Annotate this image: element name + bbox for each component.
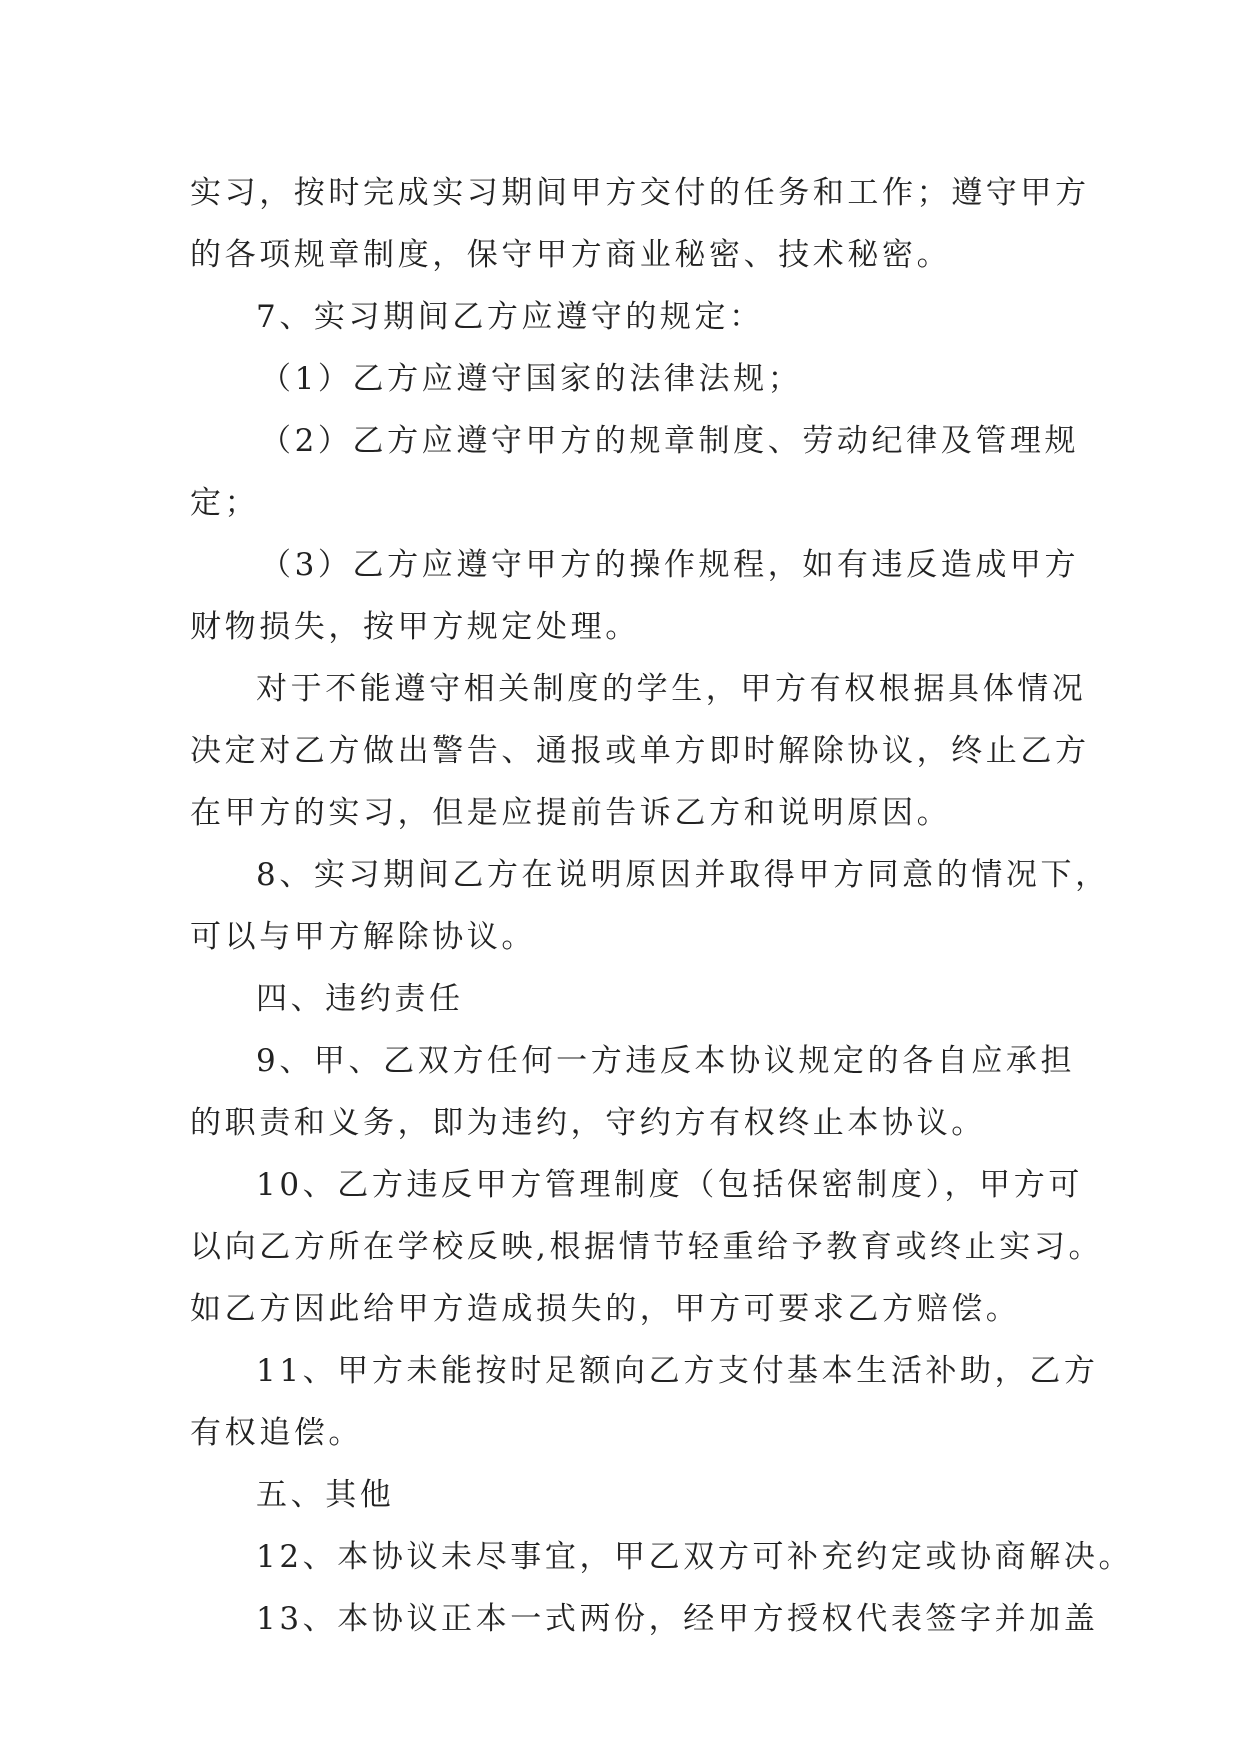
clause-10: 10、乙方违反甲方管理制度（包括保密制度），甲方可 [256,1167,1083,1203]
section-heading-other: 五、其他 [256,1477,395,1513]
text-line: 财物损失，按甲方规定处理。 [190,609,640,645]
text-line: 以向乙方所在学校反映,根据情节轻重给予教育或终止实习。 [190,1229,1104,1265]
section-heading-breach: 四、违约责任 [256,981,464,1017]
clause-7-item-1: （1）乙方应遵守国家的法律法规； [260,361,803,397]
text-line: 的各项规章制度，保守甲方商业秘密、技术秘密。 [190,237,952,273]
text-line: 有权追偿。 [190,1415,363,1451]
clause-11: 11、甲方未能按时足额向乙方支付基本生活补助，乙方 [256,1353,1099,1389]
text-line: 决定对乙方做出警告、通报或单方即时解除协议，终止乙方 [190,733,1090,769]
clause-9: 9、甲、乙双方任何一方违反本协议规定的各自应承担 [256,1043,1076,1079]
text-line: 的职责和义务，即为违约，守约方有权终止本协议。 [190,1105,986,1141]
document-body [190,162,1134,1650]
clause-7-item-3: （3）乙方应遵守甲方的操作规程，如有违反造成甲方 [260,547,1080,583]
text-line: 定； [190,485,260,521]
clause-8: 8、实习期间乙方在说明原因并取得甲方同意的情况下， [256,857,1110,893]
clause-12: 12、本协议未尽事宜，甲乙双方可补充约定或协商解决。 [256,1539,1134,1575]
text-line: 可以与甲方解除协议。 [190,919,536,955]
clause-7-item-2: （2）乙方应遵守甲方的规章制度、劳动纪律及管理规 [260,423,1080,459]
clause-7-heading: 7、实习期间乙方应遵守的规定： [256,299,764,335]
text-line: 在甲方的实习，但是应提前告诉乙方和说明原因。 [190,795,952,831]
paragraph-start: 对于不能遵守相关制度的学生，甲方有权根据具体情况 [256,671,1087,707]
text-line: 实习，按时完成实习期间甲方交付的任务和工作；遵守甲方 [190,175,1090,211]
text-line: 如乙方因此给甲方造成损失的，甲方可要求乙方赔偿。 [190,1291,1021,1327]
clause-13: 13、本协议正本一式两份，经甲方授权代表签字并加盖 [256,1601,1099,1637]
